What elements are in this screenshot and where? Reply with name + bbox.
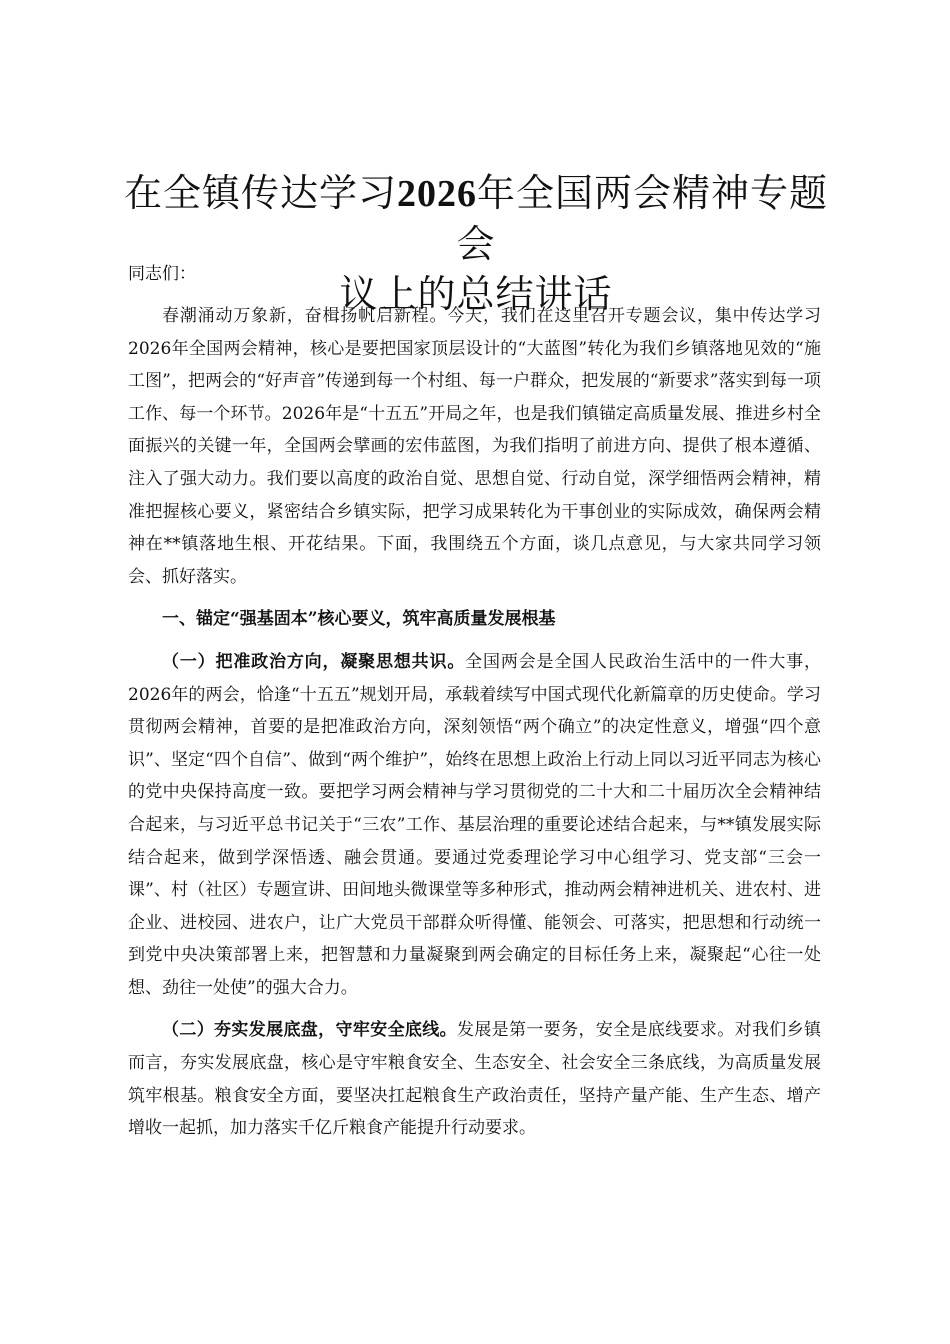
- document-body: [128, 300, 821, 1155]
- intro-paragraph: 春潮涌动万象新，奋楫扬帆启新程。今天，我们在这里召开专题会议，集中传达学习2026年全国两会精神，核心是要把国家顶层设计的“大蓝图”转化为我们乡镇落地见效的“施工图”，把两会的“好声音”传递到每一个村组、每一户群众，把发展的“新要求”落实到每一项工作、每一个环节。2026年是“十五五”开局之年，也是我们镇锚定高质量发展、推进乡村全面振兴的关键一年，全国两会擘画的宏伟蓝图，为我们指明了前进方向、提供了根本遵循、注入了强大动力。我们要以高度的政治自觉、思想自觉、行动自觉，深学细悟两会精神，精准把握核心要义，紧密结合乡镇实际，把学习成果转化为干事创业的实际成效，确保两会精神在**镇落地生根、开花结果。下面，我围绕五个方面，谈几点意见，与大家共同学习领会、抓好落实。: [128, 306, 821, 587]
- subsection-1-lead: （一）把准政治方向，凝聚思想共识。: [162, 651, 466, 672]
- subsection-1-text: 全国两会是全国人民政治生活中的一件大事，2026年的两会，恰逢“十五五”规划开局，承载着续写中国式现代化新篇章的历史使命。学习贯彻两会精神，首要的是把准政治方向，深刻领悟“两个确立”的决定性意义，增强“四个意识”、坚定“四个自信”、做到“两个维护”，始终在思想上政治上行动上同以习近平同志为核心的党中央保持高度一致。要把学习两会精神与学习贯彻党的二十大和二十届历次全会精神结合起来，与习近平总书记关于“三农”工作、基层治理的重要论述结合起来，与**镇发展实际结合起来，做到学深悟透、融会贯通。要通过党委理论学习中心组学习、党支部“三会一课”、村（社区）专题宣讲、田间地头微课堂等多种形式，推动两会精神进机关、进农村、进企业、进校园、进农户，让广大党员干部群众听得懂、能领会、可落实，把思想和行动统一到党中央决策部署上来，把智慧和力量凝聚到两会确定的目标任务上来，凝聚起“心往一处想、劲往一处使”的强大合力。: [128, 651, 822, 998]
- subsection-2-paragraph: [128, 1014, 821, 1144]
- greeting: 同志们：: [128, 264, 196, 284]
- title-line2: 议上的总结讲话: [339, 272, 613, 316]
- title-line1-pre: 在全镇传达学习: [123, 171, 397, 215]
- title-line1-post: 年全国两会精神专题会: [456, 171, 829, 266]
- section-1-heading: 一、锚定“强基固本”核心要义，筑牢高质量发展根基: [162, 609, 556, 630]
- subsection-2-text: 发展是第一要务，安全是底线要求。对我们乡镇而言，夯实发展底盘，核心是守牢粮食安全、生态安全、社会安全三条底线，为高质量发展筑牢根基。粮食安全方面，要坚决扛起粮食生产政治责任，坚持产量产能、生产生态、增产增收一起抓，加力落实千亿斤粮食产能提升行动要求。: [128, 1020, 822, 1139]
- title-year: 2026: [397, 173, 477, 215]
- subsection-1-paragraph: [128, 646, 821, 1005]
- document-title: [120, 168, 832, 319]
- subsection-2-lead: （二）夯实发展底盘，守牢安全底线。: [162, 1020, 457, 1041]
